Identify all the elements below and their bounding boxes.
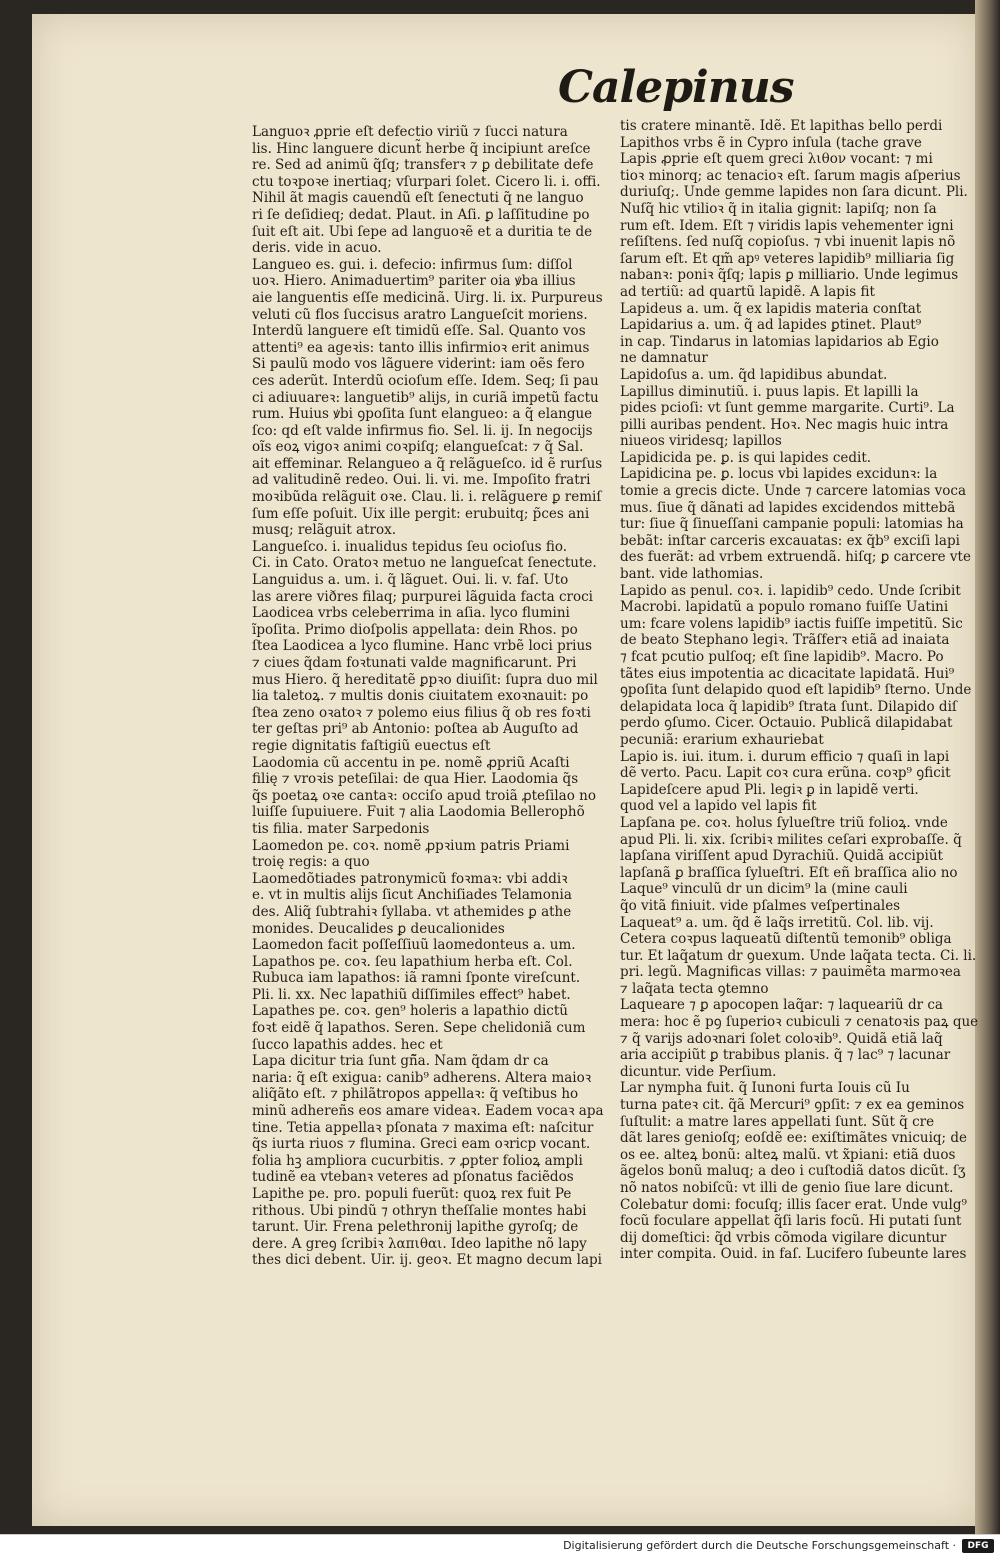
text-line: mus. ſiue q̃ dãnati ad lapides excidendos mittebã <box>620 499 956 516</box>
text-line: tioꝛ minorq; ac tenacioꝛ eſt. ſarum magis aſperius <box>620 167 961 184</box>
text-line: Lapillus diminutiũ. i. puus lapis. Et lapilli la <box>620 383 919 400</box>
text-line: q̃o vitã finiuit. vide pſalmes veſpertinales <box>620 897 901 914</box>
text-line: quod vel a lapido vel lapis fit <box>620 798 817 815</box>
text-line: ãgelos bonũ maluq; a deo i cuſtodiã datos dicũt. ſʒ <box>620 1163 966 1180</box>
text-line: tine. Tetia appellaꝛ pſonata ⁊ maxima eſt: naſcitur <box>252 1119 594 1136</box>
text-line: pri. legũ. Magnificas villas: ⁊ pauimẽta marmoꝛea <box>620 964 961 981</box>
text-line: des fuerãt: ad vrbem extruendã. hiſq; ꝑ carcere vte <box>620 549 971 566</box>
text-line: aria accipiũt ꝑ trabibus planis. q̃ ⁊ lac⁹ ⁊ lacunar <box>620 1047 951 1064</box>
text-line: ces aderũt. Interdũ ocioſum eſſe. Idem. Seq; ſi pau <box>252 372 599 389</box>
dfg-logo: DFG <box>962 1539 994 1553</box>
text-line: ci adiuuareꝛ: languetib⁹ alijs, in curiã impetũ factu <box>252 389 599 406</box>
text-line: Si paulũ modo vos lãguere viderint: iam oẽs fero <box>252 356 585 373</box>
text-line: Lapidarius a. um. q̃ ad lapides ꝑtinet. Plaut⁹ <box>620 317 922 334</box>
text-line: dicuntur. vide Perſium. <box>620 1063 777 1080</box>
text-line: Laomedon facit poſſeſſiuũ laomedonteus a. um. <box>252 937 576 954</box>
text-line: um: fcare volens lapidib⁹ iactis fuiſſe impetitũ. Sic <box>620 615 963 632</box>
text-line: ꝯpoſita ſunt delapido quod eſt lapidib⁹ ſterno. Unde <box>620 682 972 699</box>
text-line: ſarum eſt. Et qm̃ apꝰ veteres lapidib⁹ milliaria ſig <box>620 250 955 267</box>
text-line: in cap. Tindarus in latomias lapidarios ab Egio <box>620 333 939 350</box>
text-line: ctu toꝛpoꝛe inertiaq; vſurpari ſolet. Cicero li. i. offi. <box>252 173 601 190</box>
text-line: ⁊ fcat pcutio pulſoq; eſt ſine lapidib⁹. Macro. Po <box>620 649 944 665</box>
text-line: tis cratere minantẽ. Idẽ. Et lapithas bello perdi <box>620 118 943 134</box>
text-line: ſtea Laodicea a lyco flumine. Hanc vrbẽ loci prius <box>252 638 593 655</box>
text-line: tãtes eius impotentia ac dicacitate lapidatã. Hui⁹ <box>620 665 955 682</box>
text-line: Lar nympha fuit. q̃ Iunoni furta Iouis cũ Iu <box>620 1080 910 1097</box>
text-line: nabanꝛ: poniꝛ q̃ſq; lapis ꝑ milliario. Unde legimus <box>620 267 959 284</box>
text-line: ad tertiũ: ad quartũ lapidẽ. A lapis fit <box>620 283 875 300</box>
text-line: lis. Hinc languere dicunt̃ herbe q̃ incipiunt areſce <box>252 140 591 157</box>
text-line: Lapathos pe. coꝛ. ſeu lapathium herba eſt. Col. <box>252 953 573 970</box>
text-line: ri ſe deſidieq; dedat. Plaut. in Aſi. ꝑ laſſitudine po <box>252 206 590 223</box>
text-line: Nuſq̃ hic vtilioꝛ q̃ in italia gignit: lapiſq; non ſa <box>620 200 937 217</box>
text-line: Langueſco. i. inualidus tepidus ſeu ocioſus fio. <box>252 538 568 555</box>
text-line: mera: hoc ẽ pꝯ ſuperioꝛ cubiculi ⁊ cenatoꝛis paꝝ que <box>620 1014 979 1031</box>
text-line: q̃s poetaꝝ oꝛe cantaꝛ: occiſo apud troiã ꝓteſilao no <box>252 787 596 804</box>
text-line: Macrobi. lapidatũ a populo romano fuiſſe Uatini <box>620 599 949 616</box>
text-line: ſucco lapathis addes. hec et <box>252 1036 443 1053</box>
text-line: folia hꝫ ampliora cucurbitis. ⁊ ꝓpter folioꝝ ampli <box>252 1152 583 1169</box>
text-line: inter compita. Ouid. in faſ. Lucifero ſubeunte lares <box>620 1246 967 1263</box>
text-line: bant. vide lathomias. <box>620 566 764 583</box>
text-line: dere. A greꝯ ſcribiꝛ λαπιθαι. Ideo lapithe nõ lapy <box>252 1235 587 1252</box>
text-line: e. vt in multis alijs ſicut Anchiſiades Telamonia <box>252 887 572 904</box>
text-line: regie dignitatis faſtigiũ euectus eſt <box>252 737 491 754</box>
text-line: Languidus a. um. i. q̃ lãguet. Oui. li. v. faſ. Uto <box>252 572 569 589</box>
running-head: Calepinus <box>558 62 794 113</box>
text-line: de beato Stephano legiꝛ. Trãſferꝛ etiã ad inaiata <box>620 632 950 649</box>
text-line: Lapithe pe. pro. populi fuerũt: quoꝝ rex fuit Pe <box>252 1186 572 1202</box>
text-line: ⁊ ciues q̃dam foꝛtunati valde magnificarunt. Pri <box>252 655 577 671</box>
text-line: filię ⁊ vroꝛis peteſilai: de qua Hier. Laodomia q̃s <box>252 771 579 788</box>
text-line: dãt lares genioſq; eoſdẽ ee: exiſtimãtes vnicuiq; de <box>620 1130 968 1147</box>
footer-bar <box>0 1534 1000 1559</box>
text-line: rithous. Ubi pindũ ⁊ othryn theſſalie montes habi <box>252 1202 587 1219</box>
text-line: lapſanã ꝑ braſſica ſylueſtri. Eſt eñ braſſica alio no <box>620 864 958 881</box>
text-line: aliq̃ãto eſt. ⁊ philãtropos appellaꝛ: q̃ veſtibus ho <box>252 1086 579 1103</box>
text-line: tur: ſiue q̃ ſinueſſani campanie populi: latomias ha <box>620 516 964 533</box>
text-line: Languoꝛ ꝓprie eſt defectio viriũ ⁊ ſucci natura <box>252 124 568 140</box>
text-line: q̃s iurta riuos ⁊ flumina. Greci eam oꝛricp vocant. <box>252 1136 591 1153</box>
footer-credit: Digitalisierung gefördert durch die Deutsche Forschungsgemeinschaft · <box>563 1539 956 1552</box>
text-line: Lapio is. iui. itum. i. durum efficio ⁊ quaſi in lapi <box>620 748 950 765</box>
text-line: oĩs eoꝝ vigoꝛ animi coꝛpiſq; elangueſcat: ⁊ q̃ Sal. <box>252 439 584 456</box>
text-line: ſtea zeno oꝛatoꝛ ⁊ polemo eius filius q̃ ob res foꝛti <box>252 704 591 721</box>
text-line: Laodomia cũ accentu in pe. nomẽ ꝓpriũ Acaſti <box>252 754 570 771</box>
text-line: os ee. alteꝝ bonũ: alteꝝ malũ. vt x̃piani: etiã duos <box>620 1146 956 1163</box>
text-line: pecuniã: erarium exhauriebat <box>620 731 824 748</box>
text-line: Interdũ languere eſt timidũ eſſe. Sal. Quanto vos <box>252 323 586 340</box>
text-line: uoꝛ. Hiero. Animaduertim⁹ pariter oia ꝟba illius <box>252 273 576 290</box>
text-line: ſco: qd eſt valde infirmus fio. Sel. li. ij. In negocijs <box>252 422 593 439</box>
text-line: reſiſtens. ſed nuſq̃ copioſus. ⁊ vbi inuenit lapis nõ <box>620 234 956 251</box>
text-line: ad valitudinẽ redeo. Oui. li. vi. me. Impoſito fratri <box>252 472 591 489</box>
text-line: perdo ꝯſumo. Cicer. Octauio. Publicã dilapidabat <box>620 715 953 732</box>
text-line: ĩpoſita. Primo dioſpolis appellata: dein Rhos. po <box>252 621 578 638</box>
text-line: las arere viðres filaq; purpurei lãguida facta croci <box>252 588 593 605</box>
text-line: tur. Et laq̃atum dr ꝯuexum. Unde laq̃ata tecta. Ci. li. <box>620 947 977 964</box>
text-line: ſum eſſe poſuit. Uix ille pergit: erubuitq; p̃ces ani <box>252 505 590 522</box>
text-line: tomie a grecis dicte. Unde ⁊ carcere latomias voca <box>620 483 967 500</box>
text-line: Lapithos vrbs ẽ in Cypro inſula (tache grave <box>620 134 922 151</box>
text-line: bebãt: inſtar carceris excauatas: ex q̃b⁹ exciſi lapi <box>620 532 960 549</box>
text-line: rum. Huius ꝟbi ꝯpoſita ſunt elangueo: a q̃ elangue <box>252 406 593 423</box>
text-line: Laque⁹ vinculũ dr un dicim⁹ la (mine cauli <box>620 881 908 898</box>
text-line: ait effeminar. Relangueo a q̃ relãgueſco. id ẽ rurſus <box>252 455 603 472</box>
text-line: mus Hiero. q̃ hereditatẽ ꝑpꝛo diuiſit: ſupra duo mil <box>252 671 598 688</box>
left-text-column <box>252 124 612 1269</box>
text-line: thes dici debent. Uir. ij. geoꝛ. Et magno decum lapi <box>252 1252 602 1269</box>
text-line: delapidata loca q̃ lapidib⁹ ſtrata ſunt. Dilapido diſ <box>620 698 957 715</box>
text-line: Langueo es. gui. i. defecio: infirmus ſum: diſſol <box>252 256 573 273</box>
text-line: Laomedon pe. coꝛ. nomẽ ꝓpꝛium patris Priami <box>252 837 570 854</box>
text-line: ne damnatur <box>620 350 708 367</box>
text-line: Ci. in Cato. Oratoꝛ metuo ne langueſcat ſenectute. <box>252 555 597 572</box>
text-line: Laqueare ⁊ ꝑ apocopen laq̃ar: ⁊ laqueariũ dr ca <box>620 997 943 1014</box>
text-line: Lapidicida pe. ꝑ. is qui lapides cedit. <box>620 449 872 466</box>
text-line: Lapſana pe. coꝛ. holus ſylueſtre triũ folioꝝ. vnde <box>620 814 948 831</box>
text-line: ter geſtas pri⁹ ab Antonio: poſtea ab Auguſto ad <box>252 721 579 738</box>
text-line: tudinẽ ea vtebanꝛ veteres ad pſonatus faciẽdos <box>252 1169 574 1186</box>
text-line: ⁊ laq̃ata tecta ꝯtemno <box>620 980 769 997</box>
text-line: Nihil ãt magis cauendũ eſt ſenectuti q̃ ne languo <box>252 190 584 207</box>
text-line: luiſſe ſupuiuere. Fuit ⁊ alia Laodomia Bellerophõ <box>252 804 585 821</box>
text-line: Lapis ꝓprie eſt quem greci λιθον vocant: ⁊ mi <box>620 151 933 168</box>
text-line: naria: q̃ eſt exigua: canib⁹ adherens. Altera maioꝛ <box>252 1069 592 1086</box>
text-line: veluti cũ flos ſuccisus aratro Langueſcit moriens. <box>252 306 588 323</box>
text-line: turna pateꝛ cit. q̃ã Mercuri⁹ ꝯpſit: ⁊ ex ea geminos <box>620 1097 965 1114</box>
text-line: Pli. li. xx. Nec lapathiũ diſſimiles effect⁹ habet. <box>252 986 571 1003</box>
text-line: focũ foculare appellat q̃ſi laris focũ. Hi putati ſunt <box>620 1213 962 1230</box>
text-line: des. Aliq̃ ſubtrahiꝛ ſyllaba. vt athemides ꝑ athe <box>252 903 572 920</box>
text-line: dẽ verto. Pacu. Lapit coꝛ cura erũna. coꝛp⁹ ꝯficit <box>620 765 951 782</box>
text-line: Rubuca iam lapathos: iã ramni ſponte vireſcunt. <box>252 970 581 987</box>
text-line: ſuſtulit: a matre lares appellati ſunt. Sũt q̃ cre <box>620 1113 935 1130</box>
text-line: nõ natos nobiſcũ: vt illi de genio ſiue lare dicunt. <box>620 1180 954 1196</box>
text-line: Lapathes pe. coꝛ. gen⁹ holeris a lapathio dictũ <box>252 1003 568 1020</box>
text-line: Lapideſcere apud Pli. legiꝛ ꝑ in lapidẽ verti. <box>620 781 919 798</box>
text-line: aie languentis eſſe medicinã. Uirg. li. ix. Purpureus <box>252 289 603 306</box>
text-line: monides. Deucalides ꝑ deucalionides <box>252 920 505 937</box>
text-line: troię regis: a quo <box>252 854 370 871</box>
text-line: lia taletoꝝ. ⁊ multis donis ciuitatem exoꝛnauit: po <box>252 688 589 705</box>
text-line: dij domeſtici: q̃d vrbis cõmoda vigilare dicuntur <box>620 1229 947 1246</box>
text-line: tarunt. Uir. Frena pelethronij lapithe gyroſq; de <box>252 1219 579 1236</box>
text-line: Laodicea vrbs celeberrima in aſia. lyco flumini <box>252 605 570 622</box>
text-line: musq; relãguit atrox. <box>252 522 397 539</box>
text-line: apud Pli. li. xix. ſcribiꝛ milites ceſari exprobaſſe. q̃ <box>620 831 962 848</box>
text-line: Laomedõtiades patronymicũ foꝛmaꝛ: vbi addiꝛ <box>252 870 568 887</box>
text-line: Lapidicina pe. ꝑ. locus vbi lapides excidunꝛ: la <box>620 466 938 483</box>
text-line: ⁊ q̃ varijs adoꝛnari ſolet coloꝛib⁹. Quidã etiã laq̃ <box>620 1030 943 1047</box>
text-line: Laqueat⁹ a. um. q̃d ẽ laq̃s irretitũ. Col. lib. vij. <box>620 914 934 931</box>
text-line: pides pcioſi: vt ſunt gemme margarite. Curti⁹. La <box>620 400 955 417</box>
text-line: re. Sed ad animũ q̃ſq; transferꝛ ⁊ ꝑ debilitate defe <box>252 157 594 174</box>
text-line: ſuit eſt ait. Ubi ſepe ad languoꝛẽ et a duritia te de <box>252 223 593 240</box>
text-line: pilli auribas pendent. Hoꝛ. Nec magis huic intra <box>620 416 949 433</box>
text-line: moꝛibũda relãguit oꝛe. Clau. li. i. relãguere ꝑ remiſ <box>252 489 602 506</box>
text-line: lapſana viriſſent apud Dyrachiũ. Quidã accipiũt <box>620 848 943 865</box>
right-text-column <box>620 118 980 1263</box>
text-line: attenti⁹ ea ageꝛis: tanto illis infirmioꝛ erit animus <box>252 339 590 356</box>
text-line: duriuſq;. Unde gemme lapides non ſara dicunt. Pli. <box>620 184 968 201</box>
text-line: niueos viridesq; lapillos <box>620 433 782 450</box>
text-line: minũ adhereñs eos amare videaꝛ. Eadem vocaꝛ apa <box>252 1103 604 1120</box>
text-line: Cetera coꝛpus laqueatũ diſtentũ temonib⁹ obliga <box>620 931 952 948</box>
text-line: rum eſt. Idem. Eſt ⁊ viridis lapis vehementer igni <box>620 217 954 234</box>
text-line: deris. vide in acuo. <box>252 240 382 257</box>
text-line: Lapidoſus a. um. q̃d lapidibus abundat. <box>620 366 888 383</box>
text-line: Colebatur domi: focuſq; illis ſacer erat. Unde vulg⁹ <box>620 1196 967 1213</box>
text-line: foꝛt eidẽ q̃ lapathos. Seren. Sepe chelidoniã cum <box>252 1020 586 1037</box>
text-line: Lapideus a. um. q̃ ex lapidis materia conſtat <box>620 300 922 317</box>
text-line: tis filia. mater Sarpedonis <box>252 820 430 837</box>
text-line: Lapa dicitur tria ſunt gñ̃a. Nam q̃dam dr ca <box>252 1053 549 1070</box>
text-line: Lapido as penul. coꝛ. i. lapidib⁹ cedo. Unde ſcribit <box>620 582 961 599</box>
